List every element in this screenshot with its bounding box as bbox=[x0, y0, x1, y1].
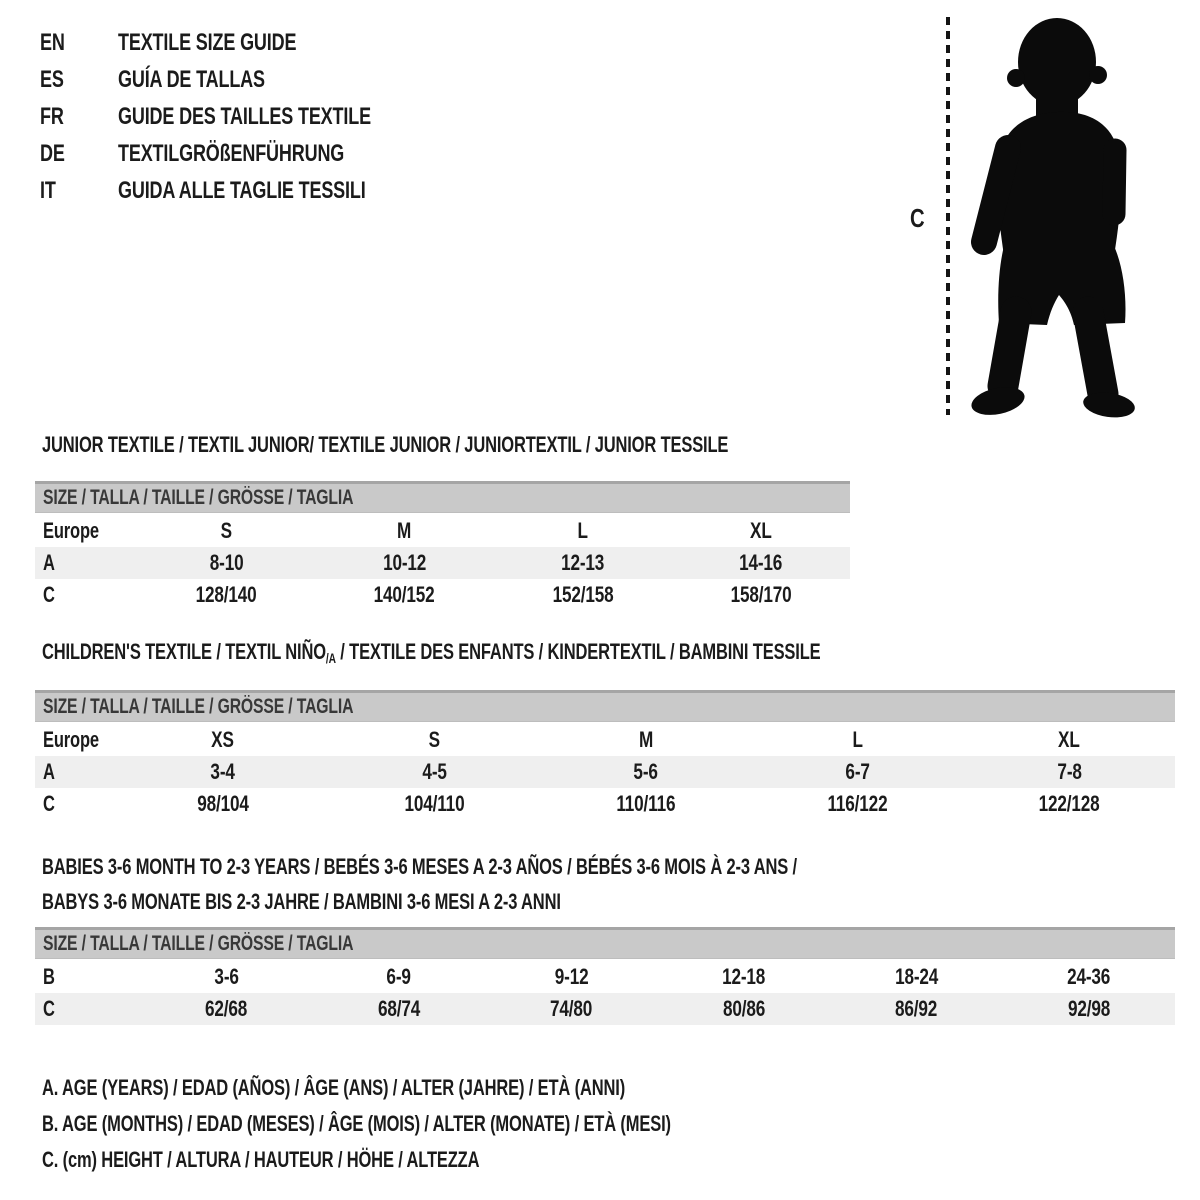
language-title: TEXTILGRÖßENFÜHRUNG bbox=[118, 140, 345, 167]
language-code: EN bbox=[40, 29, 65, 56]
language-row bbox=[40, 172, 455, 209]
table-row: A 8-10 10-12 12-13 14-16 bbox=[35, 547, 850, 579]
row-label: C bbox=[43, 582, 55, 607]
size-header-bar: SIZE / TALLA / TAILLE / GRÖSSE / TAGLIA bbox=[35, 927, 1175, 959]
junior-section-title: JUNIOR TEXTILE / TEXTIL JUNIOR/ TEXTILE JUNIOR / JUNIORTEXTIL / JUNIOR TESSILE bbox=[42, 432, 729, 457]
row-label: C bbox=[43, 791, 55, 816]
language-code: IT bbox=[40, 177, 56, 204]
children-section-title: CHILDREN'S TEXTILE / TEXTIL NIÑO/A / TEXTILE DES ENFANTS / KINDERTEXTIL / BAMBINI TESSILE bbox=[42, 639, 821, 666]
row-label: A bbox=[43, 550, 55, 575]
language-row bbox=[40, 135, 455, 172]
language-row bbox=[40, 61, 455, 98]
measurement-legend bbox=[42, 1070, 880, 1178]
language-row bbox=[40, 98, 455, 135]
junior-size-table bbox=[35, 481, 850, 611]
table-row: B 3-6 6-9 9-12 12-18 18-24 24-36 bbox=[35, 961, 1175, 993]
table-row: C 128/140 140/152 152/158 158/170 bbox=[35, 579, 850, 611]
size-header-bar: SIZE / TALLA / TAILLE / GRÖSSE / TAGLIA bbox=[35, 690, 1175, 722]
children-size-table bbox=[35, 690, 1175, 820]
table-row: C 62/68 68/74 74/80 80/86 86/92 92/98 bbox=[35, 993, 1175, 1025]
legend-line-b: B. AGE (MONTHS) / EDAD (MESES) / ÂGE (MOIS) / ALTER (MONATE) / ETÀ (MESI) bbox=[42, 1111, 671, 1136]
height-measure-dashed-line bbox=[946, 17, 950, 415]
row-label: Europe bbox=[43, 518, 99, 543]
language-title: GUIDA ALLE TAGLIE TESSILI bbox=[118, 177, 366, 204]
language-row bbox=[40, 24, 455, 61]
table-row: A 3-4 4-5 5-6 6-7 7-8 bbox=[35, 756, 1175, 788]
table-row: C 98/104 104/110 110/116 116/122 122/128 bbox=[35, 788, 1175, 820]
row-label: A bbox=[43, 759, 55, 784]
legend-line-c: C. (cm) HEIGHT / ALTURA / HAUTEUR / HÖHE / ALTEZZA bbox=[42, 1147, 480, 1172]
size-header-bar: SIZE / TALLA / TAILLE / GRÖSSE / TAGLIA bbox=[35, 481, 850, 513]
legend-line-a: A. AGE (YEARS) / EDAD (AÑOS) / ÂGE (ANS) / ALTER (JAHRE) / ETÀ (ANNI) bbox=[42, 1075, 626, 1100]
table-row: Europe S M L XL bbox=[35, 515, 850, 547]
language-code: DE bbox=[40, 140, 65, 167]
language-code: ES bbox=[40, 66, 64, 93]
table-row: Europe XS S M L XL bbox=[35, 724, 1175, 756]
babies-size-table bbox=[35, 927, 1175, 1025]
row-label: Europe bbox=[43, 727, 99, 752]
language-title: TEXTILE SIZE GUIDE bbox=[118, 29, 297, 56]
language-list bbox=[40, 24, 455, 209]
language-code: FR bbox=[40, 103, 64, 130]
row-label: B bbox=[43, 964, 55, 989]
row-label: C bbox=[43, 996, 55, 1021]
babies-section-title: BABIES 3-6 MONTH TO 2-3 YEARS / BEBÉS 3-6 MESES A 2-3 AÑOS / BÉBÉS 3-6 MOIS À 2-3 ANS / BABYS 3-6 MONATE BIS 2-3 JAHRE / BAMBINI 3-6 MESI A 2-3 ANNI bbox=[42, 854, 797, 914]
baby-silhouette-icon bbox=[962, 14, 1140, 418]
height-measure-label: C bbox=[910, 203, 925, 233]
language-title: GUÍA DE TALLAS bbox=[118, 66, 265, 93]
language-title: GUIDE DES TAILLES TEXTILE bbox=[118, 103, 371, 130]
